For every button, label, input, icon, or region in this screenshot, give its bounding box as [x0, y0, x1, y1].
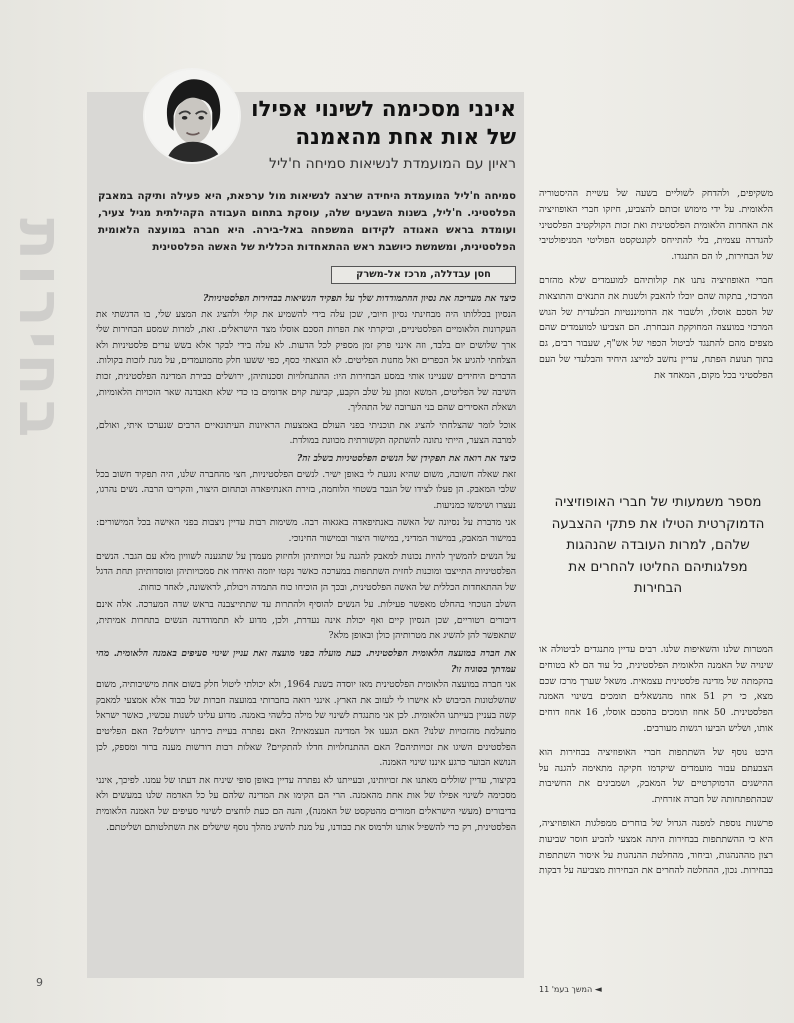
- article-intro: סמיחה ח'ליל המועמדת היחידה שרצה לנשיאות מול ערפאת, היא פעילה ותיקה במאבק הפלסטיני. ח'ליל, בשנות השבעים שלה, עוסקת בתחום העבודה הקהילתית מגיל צעיר, ועומדת בראש האגודה לקידום המשפחה באל-בירה. היא חברה במועצה הלאומית הפלסטינית, ומשמשת כיושבת ראש ההתאחדות הכללית של האשה הפלסטינית: [98, 190, 516, 253]
- side-column-bottom: [539, 642, 773, 887]
- interview-body: [96, 290, 516, 970]
- interview-answer: על הנשים להמשיך להיות נכונות למאבק להגנה על זכויותיהן ולחיזוק מעמדן על שתגענה לשוויון מלא עם הגבר. הנשים הפלסטיניות התייצבו ומוכנות לחזית השתתפות במערכה כאשר נקטו יוזמה ואיחדו את סמכויותיהן ומוסדותיהן תחת הדגל של ההתאחדות הכללית של האשה הפלסטינית, ובכך הן הוכיחו כוח התמדה ויכולת, לראשונה, לאחד כוחות.: [96, 550, 516, 593]
- interview-answer: אוכל לומר שהצלחתי להציג את תוכניתי בפני העולם באמצעות הראיונות העיתונאיים הרבים שנערכו איתי, ואולם, למרבה הצער, הייתי נתונה להשתקה תקשורתית מכוונת במולדת.: [96, 419, 516, 447]
- article-subtitle: ראיון עם המועמדת לנשיאות סמיחה ח'ליל: [269, 156, 516, 172]
- interview-answer: בקיצור, עדיין שוללים מאתנו את זכויותינו, ובעייתנו לא נפתרה עדיין באופן סופי שיניח את דעתו של עמנו. לפיכך, אינני מסכימה לשינוי אפילו של אות אחת מהאמנה. הרי הם הקימו את המדינה שלהם על כל האדמה שלנו במעשים ולא בדיבורים (מעשי הישראלים חמורים מהטקסט של האמנה), והנה הם כעת לוחצים לשינוי סעיפים של האמנה הלאומית הפלסטינית, רק כדי להשפיל אותנו ולרמוס את כבודנו, על מנת להשיג מהלך נוסף שישלים את השתלטותם ושליטתם.: [96, 774, 516, 833]
- article-byline: חסן עבדללה, מרכז אל-משרק: [331, 266, 516, 284]
- side-paragraph: משקיפים, ולהדחק לשוליים בשעה של עשיית ההיסטוריה הלאומית. על ידי מימוש זכותם להצביע, חיזקו חברי האופוזיציה את האחדות הלאומית הפלסטינית ואת זכות הקולקטיב הפלסטיני להגדרה עצמית, בלי להתייחס לקונטקסט הפוליטי המניפולטיבי של הבחירות, לו הם התנגדו.: [539, 188, 773, 263]
- side-paragraph: המטרות שלנו והשאיפות שלנו. רבים עדיין מתנגדים לביטולה או שינויה של האמנה הלאומית הפלסטינית, כל עוד הם לא בטוחים בהקמתה של מדינה פלסטינית עצמאית. משאל שערך מרכז שכם מצא, כי רק 51 אחוז מהנשאלים תומכים בשינוי האמנה הפלסטינית. 50 אחוז תומכים בהסכם אוסלו, 16 אחוז דוחים אותו, ושליש הביעו רגשות מעורבים.: [539, 644, 774, 734]
- portrait-photo: [145, 70, 239, 162]
- side-paragraph: פרשנות נוספת למפנה הגדול של בוחרים ממפלגות האופוזיציה, היא כי ההשתתפות בבחירות היתה אמצעי להביע חוסר שביעות רצון מההנהגות, וביחוד, מהחלטת ההנהגות על איסור השתתפות בבחירות. נכון, ההחלטה להחרים את הבחירות מצביעה על דבקות: [539, 817, 773, 877]
- pull-quote: מספר משמעותי של חברי האופוזיציה הדמוקרטית הטילו את פתקי ההצבעה שלהם, למרות העובדה שהנהגות מפלגותיהם החליטו להחרים את הבחירות: [551, 495, 765, 596]
- side-paragraph: היבט נוסף של השתתפות חברי האופוזיציה בבחירות הוא הצבעתם עבור מועמדים שיקדמו חקיקה מתאימה להגנה על ההישגים הדמוקרטיים של המאבק, ושמבינים את החשיבות שבהתפתחותה של חברה אזרחית.: [539, 746, 773, 806]
- interview-answer: זאת שאלה חשובה, משום שהיא נוגעת לי באופן ישיר. לנשים הפלסטיניות, חצי מהחברה שלנו, היה תפקיד חשוב בכל שלבי המאבק. הן פעלו לצידו של הגבר בשטחי הלוחמה, בזירת האנתיפאדה ובתחום היצור, והקריבו הרבה. נשים נהרגו, נעצרו ושימשו כמניעות.: [96, 468, 516, 511]
- continued-note: [539, 985, 679, 995]
- interview-answer: אני מדברת על נסיונה של האשה באנתיפאדה באגאוה רבה. משימות רבות עדיין ניצבות בפני האישה בכל המישורים: במישור המאבק, במישור המדיני, במישור היצור ובמישור החינוכי.: [96, 517, 516, 544]
- section-label: בחירות: [5, 218, 78, 442]
- interview-question: כיצד את רואה את תפקידן של הנשים הפלסטיניות בשלב זה?: [296, 452, 516, 464]
- interview-answer: הנסיון בכללותו היה מבחינתי נסיון חיובי, שכן עלה בידי להשמיע את קולי ולהציג את המצע שלי, בו הדגשתי את העקרונות הלאומיים הפלסטיניים, וביקרתי את הפרות הסכם אוסלו מצד הישראלים. זאת, למרות שמסע הבחירות שלי ארך שלושים יום בלבד, וזה אינני פרק זמן מספיק לכל הדעות. לא עלה בידי לבקר אלא בשש ערים פלסטיניות ולא הצלחתי להגיע אל הכפרים ואל מחנות הפליטים. לא הוצאתי כסף, כפי ששעו חלק מהמועמדים, על מנת לזכות בקולות. הדברים היחידים שעניינו אותי במסע הבחירות היו: ההתנחלויות וסכנותיהן, ירושלים כבירת המדינה הפלסטינית, זכות השיבה של הפליטים, המשא ומתן על שלב הקבע, קביעת קוים אדומים בו כדי שלא תאבדנה שאר הזכויות הלאומיות, ושאלת האסירים שהם בני הערובה של התהליך.: [96, 308, 516, 414]
- page-number: 9: [36, 976, 43, 989]
- continued-text: המשך בעמ' 11: [539, 985, 593, 994]
- arrow-left-icon: ◄: [594, 985, 602, 995]
- interview-answer: אני חברה במועצה הלאומית הפלסטינית מאז יוסדה בשנת 1964, ולא יכולתי ליטול חלק בשום אחת מישיבותיה, משום שהשלטונות הכיבוש לא אישרו לי לעזוב את הארץ. אינני רואה בחברותי במועצה חברות של כבוד אלא אמצעי למאבק קשה בעניין בעייתנו הלאומית. לכן אני מתנגדת לשינוי של מילה כלשהי באמנה. מדוע עלינו לשנות עכשיו, כאשר ישראל מתעלמת מהזכויות שלנו? האם הגענו אל המדינה העצמאית? האם נפתרה בעיית בירתנו ירושלים? האם הפליטים הפלסטינים השיגו את זכויותיהם? האם ההתנחלויות חדלו להתקיים? שאלות רבות דורשות מענה ברור ומספק, לכן הנושא הבוער כרגע איננו שינוי האמנה.: [96, 679, 516, 769]
- side-column-top: [539, 186, 773, 392]
- side-paragraph: חברי האופוזיציה נתנו את קולותיהם למועמדים שלא מהזרם המרכזי, בתקוה שהם יוכלו להאבק ולשנות את התנאים והתוצאות של הסכם אוסלו, ולשבור את הדומיננטיות הבלעדית של הגוש המרכזי במועצה המחוקקת הנבחרת. הם הצביעו למועמדים שהם מצפים מהם להתנגד לביטול הכפוי של אש"ף, שעבור רבים, גם בתוך תנועת הפתח, עדיין נחשב למייצג היחיד והבלעדי של העם הפלסטיני בכל מקום, המאחד את: [539, 274, 773, 381]
- interview-question: כיצד את מעריכה את נסיון ההתמודדות שלך על תפקיד הנשיאות בבחירות הפלסטיניות?: [203, 293, 516, 304]
- interviewee-portrait: [143, 68, 241, 164]
- article-headline: אינני מסכימה לשינוי אפילו של אות אחת מהאמנה: [251, 97, 516, 150]
- interview-answer: השלב הנוכחי בהחלט מאפשר פעילות. על הנשים להוסיף ולהתרות עד שתתייצבנה בראש שדה המערכה. אלה אינם דיבורים רטוריים, שכן הנסיון קיים ואף יכולת אינה נעדרת, ולכן, מדוע לא תתמודדנה הנשים בתחרות אמיתית, שתאפשר להן להשיג את מטרותיהן כולן ובאופן מלא?: [96, 599, 516, 642]
- interview-question: את חברה במועצה הלאומית הפלסטינית. כעת מועלה בפני מועצה זאת עניין שינוי סעיפים באמנה הלאומית. מהי עמדתך בסוגיה זו?: [96, 648, 516, 675]
